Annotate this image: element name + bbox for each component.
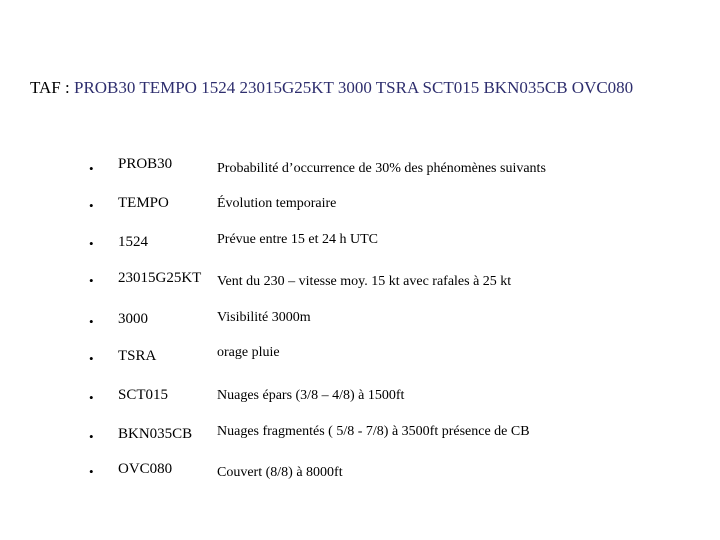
taf-title: [30, 78, 633, 98]
taf-description: Couvert (8/8) à 8000ft: [217, 465, 343, 480]
taf-code: PROB30 TEMPO 1524 23015G25KT 3000 TSRA SCT015 BKN035CB OVC080: [73, 78, 634, 97]
list-item: [0, 271, 720, 295]
taf-term: TEMPO: [118, 195, 169, 211]
taf-term: BKN035CB: [118, 426, 193, 442]
bullet: •: [89, 161, 94, 176]
bullet: •: [89, 351, 94, 366]
taf-term: TSRA: [118, 348, 157, 364]
taf-term: 23015G25KT: [118, 270, 202, 286]
bullet: •: [89, 236, 94, 251]
taf-prefix: TAF :: [30, 78, 74, 97]
list-item: [0, 462, 720, 486]
bullet: •: [89, 273, 94, 288]
list-item: [0, 157, 720, 181]
taf-description: Nuages épars (3/8 – 4/8) à 1500ft: [217, 388, 405, 403]
bullet: •: [89, 429, 94, 444]
list-item: [0, 424, 720, 448]
list-item: [0, 196, 720, 220]
list-item: [0, 387, 720, 411]
taf-term: PROB30: [118, 156, 173, 172]
bullet: •: [89, 390, 94, 405]
bullet: •: [89, 464, 94, 479]
list-item: [0, 233, 720, 257]
taf-term: SCT015: [118, 387, 169, 403]
taf-description: Visibilité 3000m: [217, 310, 311, 325]
list-item: [0, 346, 720, 370]
list-item: [0, 310, 720, 334]
taf-description: Évolution temporaire: [217, 196, 337, 211]
taf-description: Vent du 230 – vitesse moy. 15 kt avec rafales à 25 kt: [217, 274, 512, 289]
bullet: •: [89, 198, 94, 213]
taf-term: 3000: [118, 311, 148, 327]
taf-description: Probabilité d’occurrence de 30% des phénomènes suivants: [217, 161, 546, 176]
taf-term: 1524: [118, 234, 148, 250]
taf-term: OVC080: [118, 461, 173, 477]
taf-description: Prévue entre 15 et 24 h UTC: [217, 232, 378, 247]
taf-description: Nuages fragmentés ( 5/8 - 7/8) à 3500ft présence de CB: [217, 424, 530, 439]
bullet: •: [89, 314, 94, 329]
taf-description: orage pluie: [217, 345, 280, 360]
